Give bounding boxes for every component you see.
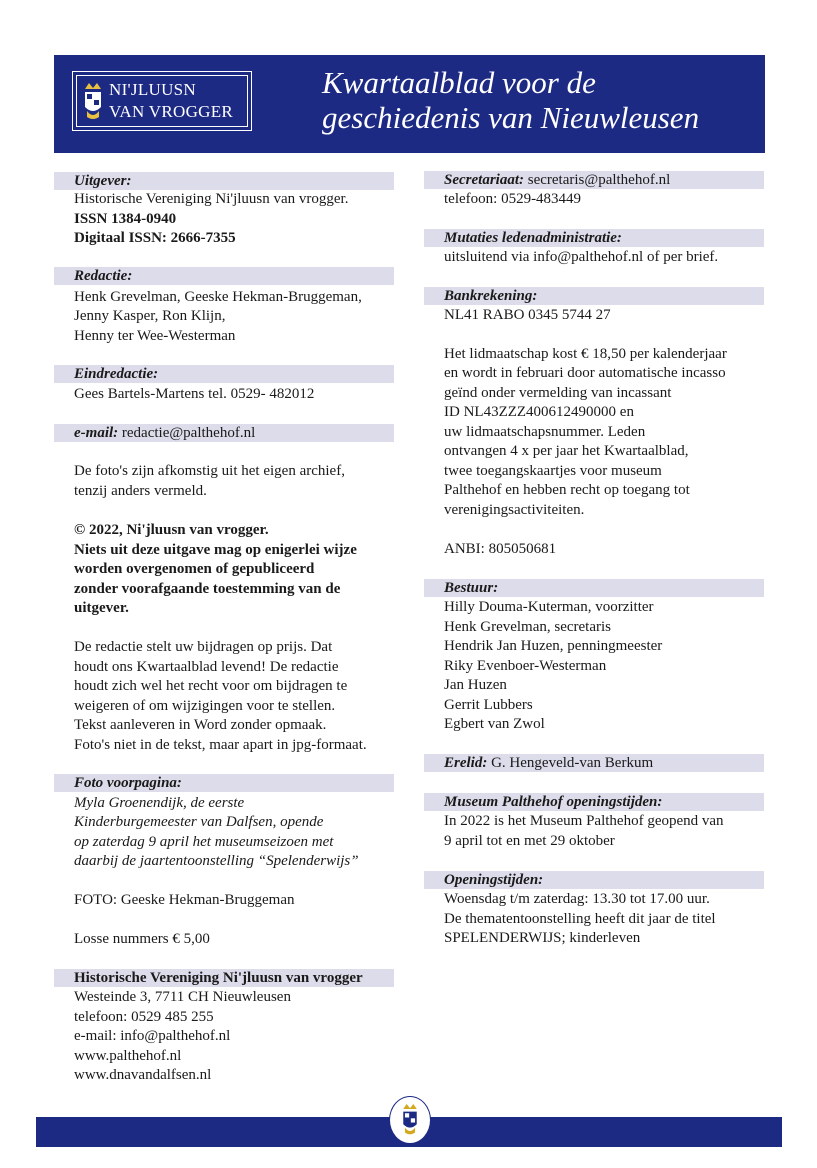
copyright-line: uitgever. — [74, 600, 129, 616]
foto-caption-line: op zaterdag 9 april het museumseizoen met — [74, 834, 334, 850]
crest-icon — [83, 83, 103, 121]
foto-credit: FOTO: Geeske Hekman-Bruggeman — [74, 892, 295, 908]
title-line-1: Kwartaalblad voor de — [322, 65, 596, 100]
redactie-info-line: houdt ons Kwartaalblad levend! De redactie — [74, 659, 339, 675]
uitgever-name: Historische Vereniging Ni'jluusn van vrogger. — [74, 191, 349, 207]
secretariaat-label: Secretariaat: — [444, 172, 524, 188]
anbi: ANBI: 805050681 — [444, 541, 557, 557]
bestuur-member: Egbert van Zwol — [444, 716, 545, 732]
title-line-2: geschiedenis van Nieuwleusen — [322, 100, 700, 135]
footer-badge — [389, 1096, 431, 1144]
foto-caption-line: daarbij de jaartentoonstelling “Spelenderwijs” — [74, 853, 359, 869]
redactie-info-line: houdt zich wel het recht voor om bijdragen te — [74, 678, 348, 694]
foto-caption-line: Myla Groenendijk, de eerste — [74, 795, 245, 811]
address-line: Westeinde 3, 7711 CH Nieuwleusen — [74, 989, 291, 1005]
lidmaatschap-line: ontvangen 4 x per jaar het Kwartaalblad, — [444, 443, 689, 459]
eindredactie-heading: Eindredactie: — [74, 366, 159, 382]
erelid-value: G. Hengeveld-van Berkum — [491, 755, 654, 771]
losse-nummers: Losse nummers € 5,00 — [74, 931, 210, 947]
secretariaat-heading — [444, 171, 670, 190]
email-line: e-mail: info@palthehof.nl — [74, 1028, 231, 1044]
foto-caption-line: Kinderburgemeester van Dalfsen, opende — [74, 814, 324, 830]
page-title — [322, 65, 699, 135]
openingstijden-line: De thematentoonstelling heeft dit jaar de titel — [444, 911, 716, 927]
email-value: redactie@palthehof.nl — [121, 425, 256, 441]
openingstijden-heading: Openingstijden: — [444, 872, 544, 888]
lidmaatschap-line: verenigingsactiviteiten. — [444, 502, 585, 518]
email-label: e-mail: — [74, 425, 119, 441]
digitaal-issn: Digitaal ISSN: 2666-7355 — [74, 230, 236, 246]
lidmaatschap-line: en wordt in februari door automatische incasso — [444, 365, 726, 381]
uitgever-heading: Uitgever: — [74, 173, 132, 189]
bestuur-member: Riky Evenboer-Westerman — [444, 658, 607, 674]
erelid-label: Erelid: — [444, 755, 488, 771]
lidmaatschap-line: twee toegangskaartjes voor museum — [444, 463, 662, 479]
redactie-info-line: weigeren of om wijzigingen voor te stellen. — [74, 698, 336, 714]
museum-line: In 2022 is het Museum Palthehof geopend van — [444, 813, 724, 829]
fotos-note: De foto's zijn afkomstig uit het eigen archief, — [74, 463, 345, 479]
crest-icon — [401, 1104, 419, 1136]
copyright-line: zonder voorafgaande toestemming van de — [74, 581, 341, 597]
copyright-line: Niets uit deze uitgave mag op enigerlei wijze — [74, 542, 357, 558]
secretariaat-email: secretaris@palthehof.nl — [527, 172, 671, 188]
masthead — [54, 55, 765, 153]
bestuur-member: Henk Grevelman, secretaris — [444, 619, 612, 635]
redactie-line: Henk Grevelman, Geeske Hekman-Bruggeman, — [74, 289, 362, 305]
redactie-info-line: De redactie stelt uw bijdragen op prijs. Dat — [74, 639, 333, 655]
museum-heading: Museum Palthehof openingstijden: — [444, 794, 663, 810]
museum-line: 9 april tot en met 29 oktober — [444, 833, 615, 849]
bestuur-heading: Bestuur: — [444, 580, 499, 596]
email-heading — [74, 424, 255, 443]
redactie-line: Jenny Kasper, Ron Klijn, — [74, 308, 226, 324]
logo-line-2: VAN VROGGER — [109, 102, 234, 121]
copyright-line: © 2022, Ni'jluusn van vrogger. — [74, 522, 269, 538]
vereniging-heading: Historische Vereniging Ni'jluusn van vrogger — [74, 970, 363, 986]
redactie-info-line: Foto's niet in de tekst, maar apart in jpg-formaat. — [74, 737, 367, 753]
erelid-heading — [444, 754, 653, 773]
copyright-line: worden overgenomen of gepubliceerd — [74, 561, 315, 577]
mutaties-line: uitsluitend via info@palthehof.nl of per brief. — [444, 249, 719, 265]
redactie-line: Henny ter Wee-Westerman — [74, 328, 236, 344]
lidmaatschap-line: Het lidmaatschap kost € 18,50 per kalenderjaar — [444, 346, 727, 362]
lidmaatschap-line: geïnd onder vermelding van incassant — [444, 385, 672, 401]
eindredactie-line: Gees Bartels-Martens tel. 0529- 482012 — [74, 386, 315, 402]
redactie-info-line: Tekst aanleveren in Word zonder opmaak. — [74, 717, 327, 733]
openingstijden-line: Woensdag t/m zaterdag: 13.30 tot 17.00 uur. — [444, 891, 710, 907]
bestuur-member: Jan Huzen — [444, 677, 507, 693]
bestuur-member: Gerrit Lubbers — [444, 697, 533, 713]
website-line: www.palthehof.nl — [74, 1048, 182, 1064]
redactie-heading: Redactie: — [74, 268, 133, 284]
lidmaatschap-line: Palthehof en hebben recht op toegang tot — [444, 482, 690, 498]
bank-account: NL41 RABO 0345 5744 27 — [444, 307, 611, 323]
secretariaat-phone: telefoon: 0529-483449 — [444, 191, 582, 207]
issn: ISSN 1384-0940 — [74, 211, 177, 227]
bank-heading: Bankrekening: — [444, 288, 538, 304]
mutaties-heading: Mutaties ledenadministratie: — [444, 230, 622, 246]
logo — [72, 71, 252, 131]
fotos-note: tenzij anders vermeld. — [74, 483, 207, 499]
bestuur-member: Hendrik Jan Huzen, penningmeester — [444, 638, 663, 654]
lidmaatschap-line: uw lidmaatschapsnummer. Leden — [444, 424, 646, 440]
logo-line-1: NI'JLUUSN — [109, 80, 196, 99]
lidmaatschap-line: ID NL43ZZZ400612490000 en — [444, 404, 634, 420]
foto-voorpagina-heading: Foto voorpagina: — [74, 775, 182, 791]
phone-line: telefoon: 0529 485 255 — [74, 1009, 214, 1025]
bestuur-member: Hilly Douma-Kuterman, voorzitter — [444, 599, 654, 615]
openingstijden-line: SPELENDERWIJS; kinderleven — [444, 930, 641, 946]
website-line: www.dnavandalfsen.nl — [74, 1067, 212, 1083]
